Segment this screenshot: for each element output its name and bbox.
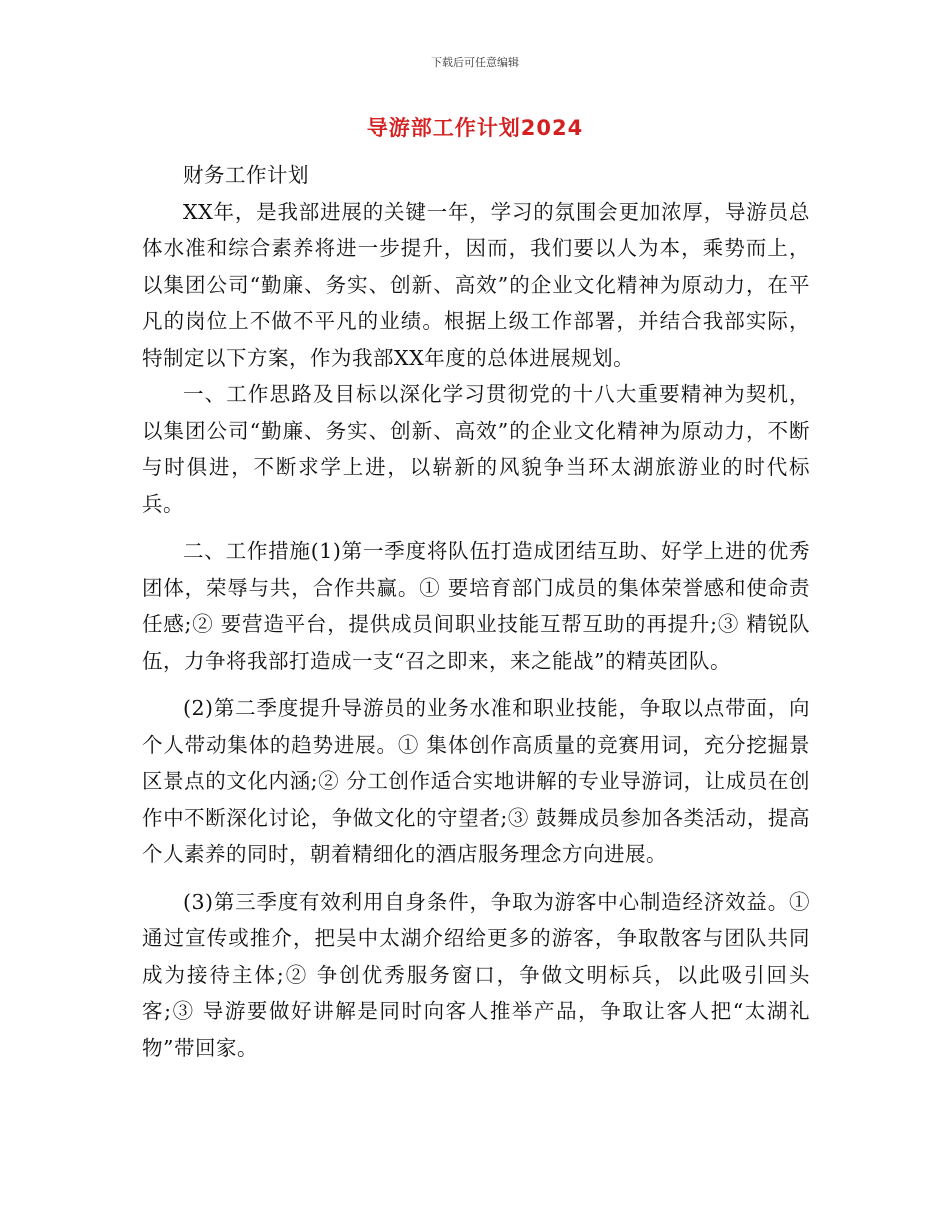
paragraph-measures-q2: (2)第二季度提升导游员的业务水准和职业技能，争取以点带面，向个人带动集体的趋势进展。① 集体创作高质量的竞赛用词，充分挖掘景区景点的文化内涵;② 分工创作适合实地讲解的专业导游词，让成员在创作中不断深化讨论，争做文化的守望者;③ 鼓舞成员参加各类活动，提高个人素养的同时，朝着精细化的酒店服务理念方向进展。 — [142, 696, 810, 866]
paragraph-goals: 一、工作思路及目标以深化学习贯彻党的十八大重要精神为契机，以集团公司“勤廉、务实、创新、高效”的企业文化精神为原动力，不断与时俱进，不断求学上进，以崭新的风貌争当环太湖旅游业的时代标兵。 — [142, 382, 810, 516]
header-note: 下载后可任意编辑 — [431, 56, 519, 69]
paragraph-intro: XX年，是我部进展的关键一年，学习的氛围会更加浓厚，导游员总体水准和综合素养将进一步提升，因而，我们要以人为本，乘势而上，以集团公司“勤廉、务实、创新、高效”的企业文化精神为原动力，在平凡的岗位上不做不平凡的业绩。根据上级工作部署，并结合我部实际，特制定以下方案，作为我部XX年度的总体进展规划。 — [142, 199, 810, 370]
document-title: 导游部工作计划2024 — [366, 116, 584, 140]
paragraph-measures-q3: (3)第三季度有效利用自身条件，争取为游客中心制造经济效益。① 通过宣传或推介，把吴中太湖介绍给更多的游客，争取散客与团队共同成为接待主体;② 争创优秀服务窗口，争做文明标兵，以此吸引回头客;③ 导游要做好讲解是同时向客人推举产品，争取让客人把“太湖礼物”带回家。 — [142, 889, 810, 1060]
paragraph-heading: 财务工作计划 — [183, 163, 309, 187]
document-body — [142, 157, 810, 1066]
paragraph-measures-q1: 二、工作措施(1)第一季度将队伍打造成团结互助、好学上进的优秀团体，荣辱与共，合作共赢。① 要培育部门成员的集体荣誉感和使命责任感;② 要营造平台，提供成员间职业技能互帮互助的再提升;③ 精锐队伍，力争将我部打造成一支“召之即来，来之能战”的精英团队。 — [142, 539, 810, 673]
